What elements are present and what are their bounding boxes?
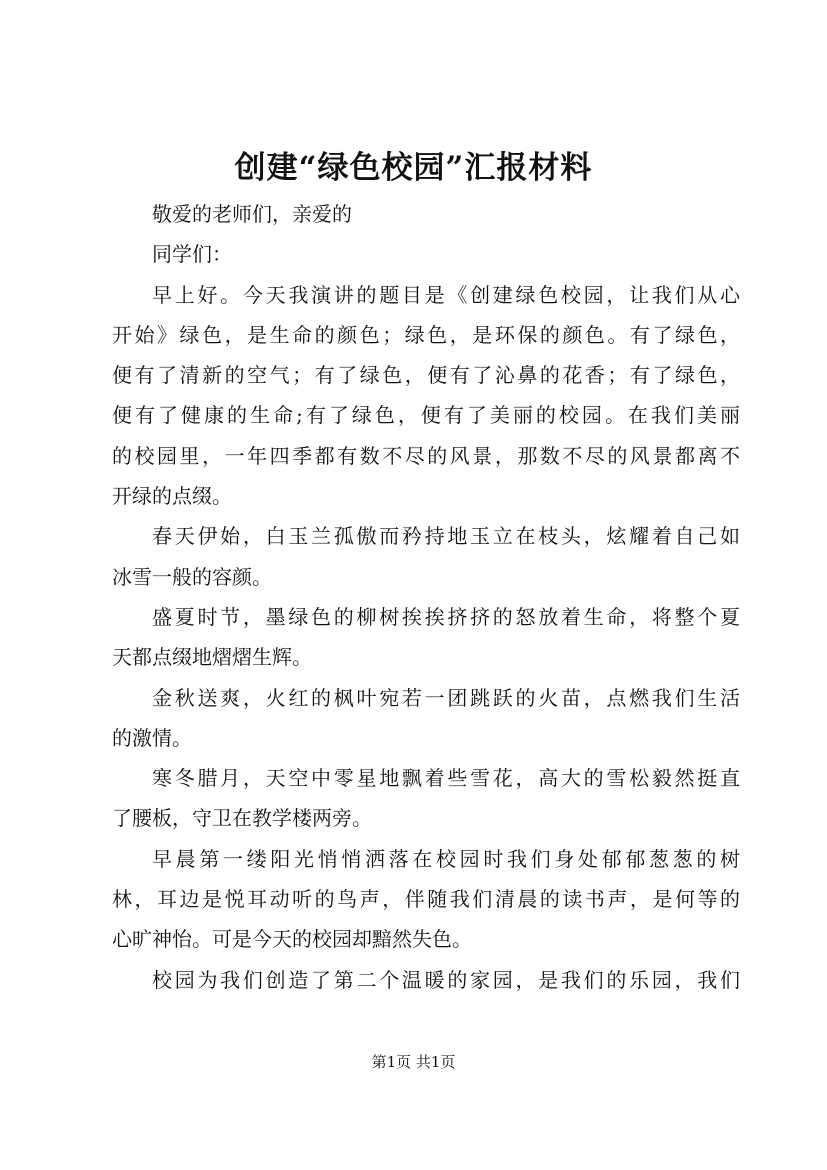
text-line: 金秋送爽，火红的枫叶宛若一团跳跃的火苗，点燃我们生活	[152, 685, 740, 710]
text-line: 校园为我们创造了第二个温暖的家园，是我们的乐园，我们	[152, 967, 740, 992]
text-line: 敬爱的老师们，亲爱的	[152, 202, 352, 226]
text-line: 便有了健康的生命;有了绿色，便有了美丽的校园。在我们美丽	[112, 403, 740, 428]
text-line: 同学们：	[152, 242, 232, 267]
text-line: 的校园里，一年四季都有数不尽的风景，那数不尽的风景都离不	[112, 443, 740, 468]
text-line: 寒冬腊月，天空中零星地飘着些雪花，高大的雪松毅然挺直	[152, 766, 740, 791]
text-line: 天都点缀地熠熠生辉。	[112, 645, 312, 670]
document-body	[112, 194, 740, 1000]
text-line: 开始》绿色，是生命的颜色；绿色，是环保的颜色。有了绿色，	[112, 322, 740, 347]
text-line: 的激情。	[112, 725, 192, 750]
text-line: 林，耳边是悦耳动听的鸟声，伴随我们清晨的读书声，是何等的	[112, 887, 740, 912]
text-line: 心旷神怡。可是今天的校园却黯然失色。	[112, 927, 472, 952]
page-footer: 第1页 共1页	[371, 1053, 456, 1071]
text-line: 早晨第一缕阳光悄悄洒落在校园时我们身处郁郁葱葱的树	[152, 846, 740, 871]
text-line: 便有了清新的空气；有了绿色，便有了沁鼻的花香；有了绿色，	[112, 363, 740, 388]
text-line: 开绿的点缀。	[112, 484, 232, 509]
document-title: 创建“绿色校园”汇报材料	[234, 150, 593, 186]
text-line: 春天伊始，白玉兰孤傲而矜持地玉立在枝头，炫耀着自己如	[152, 524, 740, 549]
text-line: 冰雪一般的容颜。	[112, 564, 272, 589]
text-line: 盛夏时节，墨绿色的柳树挨挨挤挤的怒放着生命，将整个夏	[152, 604, 740, 629]
text-line: 早上好。今天我演讲的题目是《创建绿色校园，让我们从心	[152, 282, 740, 307]
text-line: 了腰板，守卫在教学楼两旁。	[112, 806, 372, 831]
